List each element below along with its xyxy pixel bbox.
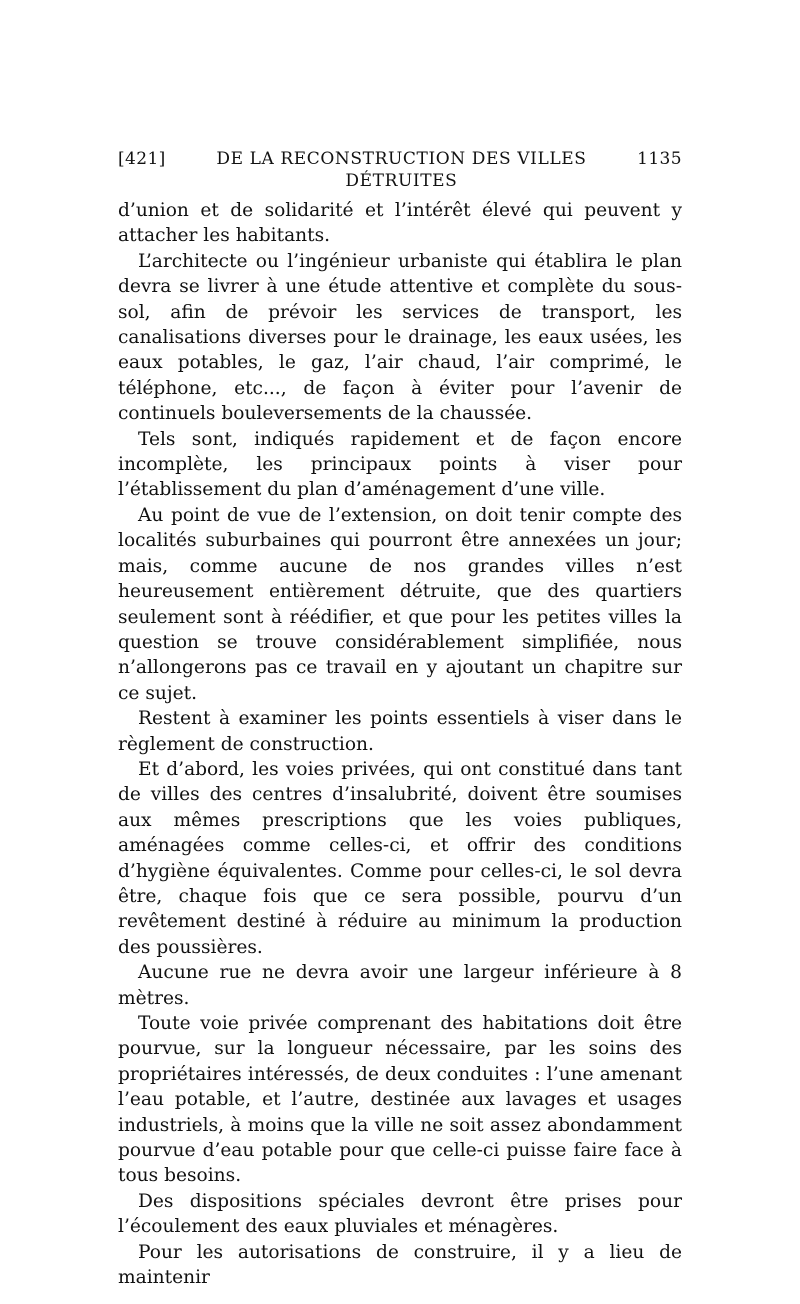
book-page	[118, 148, 682, 1290]
paragraph: Au point de vue de l’extension, on doit tenir compte des localités suburbaines qui pourront être annexées un jour; mais, comme aucune de nos grandes villes n’est heureusement entièrement détruite, que des quartiers seulement sont à réédifier, et que pour les petites villes la question se trouve considérablement simplifiée, nous n’allongerons pas ce travail en y ajoutant un chapitre sur ce sujet.	[118, 504, 682, 704]
paragraph: d’union et de solidarité et l’intérêt élevé qui peuvent y attacher les habitants.	[118, 200, 682, 247]
paragraph: Pour les autorisations de construire, il y a lieu de maintenir	[118, 1241, 682, 1289]
body-text	[118, 198, 682, 1290]
paragraph: Et d’abord, les voies privées, qui ont constitué dans tant de villes des centres d’insalubrité, doivent être soumises aux mêmes prescriptions que les voies publiques, aménagées comme celles-ci, et offrir des conditions d’hygiène équivalentes. Comme pour celles-ci, le sol devra être, chaque fois que ce sera possible, pourvu d’un revêtement destiné à réduire au minimum la production des poussières.	[118, 758, 682, 958]
paragraph: Tels sont, indiqués rapidement et de façon encore incomplète, les principaux points à viser pour l’établissement du plan d’aménagement d’une ville.	[118, 428, 682, 501]
paragraph: Des dispositions spéciales devront être prises pour l’écoulement des eaux pluviales et ménagères.	[118, 1190, 682, 1238]
paragraph: Restent à examiner les points essentiels à viser dans le règlement de construction.	[118, 708, 682, 755]
paragraph: Aucune rue ne devra avoir une largeur inférieure à 8 mètres.	[118, 962, 682, 1009]
running-title: DE LA RECONSTRUCTION DES VILLES DÉTRUITES	[216, 149, 587, 191]
page-number: 1135	[637, 149, 682, 169]
section-reference: [421]	[118, 149, 166, 169]
paragraph: Toute voie privée comprenant des habitations doit être pourvue, sur la longueur nécessaire, par les soins des propriétaires intéressés, de deux conduites : l’une amenant l’eau potable, et l’autre, destinée aux lavages et usages industriels, à moins que la ville ne soit assez abondamment pourvue d’eau potable pour que celle-ci puisse faire face à tous besoins.	[118, 1013, 682, 1187]
running-header	[118, 148, 682, 192]
paragraph: L’architecte ou l’ingénieur urbaniste qui établira le plan devra se livrer à une étude attentive et complète du sous-sol, afin de prévoir les services de transport, les canalisations diverses pour le drainage, les eaux usées, les eaux potables, le gaz, l’air chaud, l’air comprimé, le téléphone, etc..., de façon à éviter pour l’avenir de continuels bouleversements de la chaussée.	[118, 250, 682, 425]
